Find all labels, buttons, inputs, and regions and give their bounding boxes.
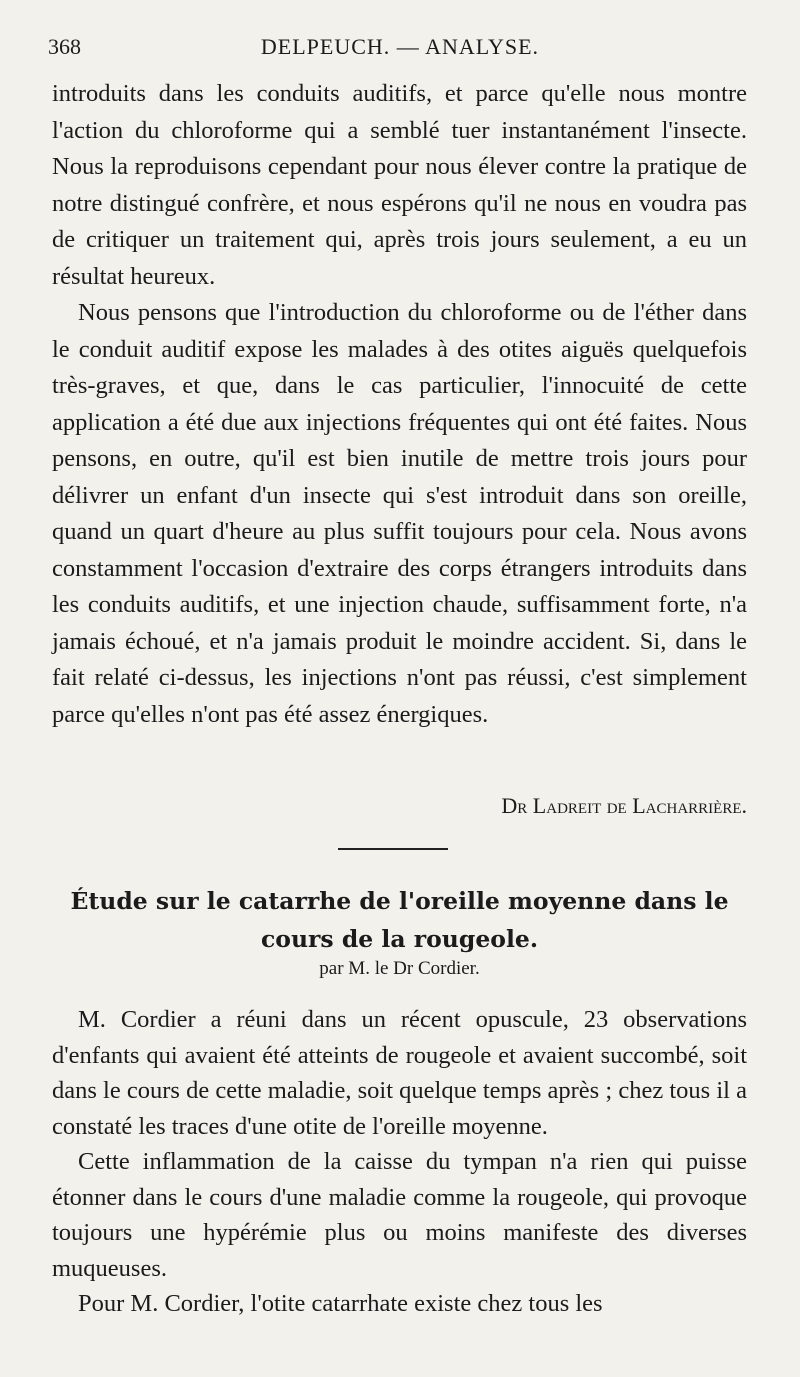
paragraph: Pour M. Cordier, l'otite catarrhate existe chez tous les [78,1290,603,1317]
article-title: Étude sur le catarrhe de l'oreille moyenne dans le cours de la rougeole. [70,887,729,953]
page-number: 368 [48,34,81,59]
paragraph: Cette inflammation de la caisse du tympan n'a rien qui puisse étonner dans le cours d'une maladie comme la rougeole, qui provoque toujours une hypérémie plus ou moins manifeste des diverses muqueuses. [52,1148,747,1282]
page-header [48,34,752,64]
running-head: DELPEUCH. — ANALYSE. [260,34,540,59]
previous-article-text [52,76,747,733]
article-byline: par M. le Dr Cordier. [319,958,480,979]
section-divider [338,848,448,850]
article-text [52,1002,747,1322]
paragraph: introduits dans les conduits auditifs, et parce qu'elle nous montre l'action du chloroforme qui a semblé tuer instantanément l'insecte. Nous la reproduisons cependant pour nous élever contre la pratique de notre distingué confrère, et nous espérons qu'il ne nous en voudra pas de critiquer un traitement qui, après trois jours seulement, a eu un résultat heureux. [52,80,747,290]
author-signature: Dr Ladreit de Lacharrière. [501,793,747,818]
paragraph: M. Cordier a réuni dans un récent opuscule, 23 observations d'enfants qui avaient été atteints de rougeole et avaient succombé, soit dans le cours de cette maladie, soit quelque temps après ; chez tous il a constaté les traces d'une otite de l'oreille moyenne. [52,1006,747,1140]
paragraph: Nous pensons que l'introduction du chloroforme ou de l'éther dans le conduit auditif expose les malades à des otites aiguës quelquefois très-graves, et que, dans le cas particulier, l'innocuité de cette application a été due aux injections fréquentes qui ont été faites. Nous pensons, en outre, qu'il est bien inutile de mettre trois jours pour délivrer un enfant d'un insecte qui s'est introduit dans son oreille, quand un quart d'heure au plus suffit toujours pour cela. Nous avons constamment l'occasion d'extraire des corps étrangers introduits dans les conduits auditifs, et une injection chaude, suffisamment forte, n'a jamais échoué, et n'a jamais produit le moindre accident. Si, dans le fait relaté ci-dessus, les injections n'ont pas réussi, c'est simplement parce qu'elles n'ont pas été assez énergiques. [52,299,747,728]
